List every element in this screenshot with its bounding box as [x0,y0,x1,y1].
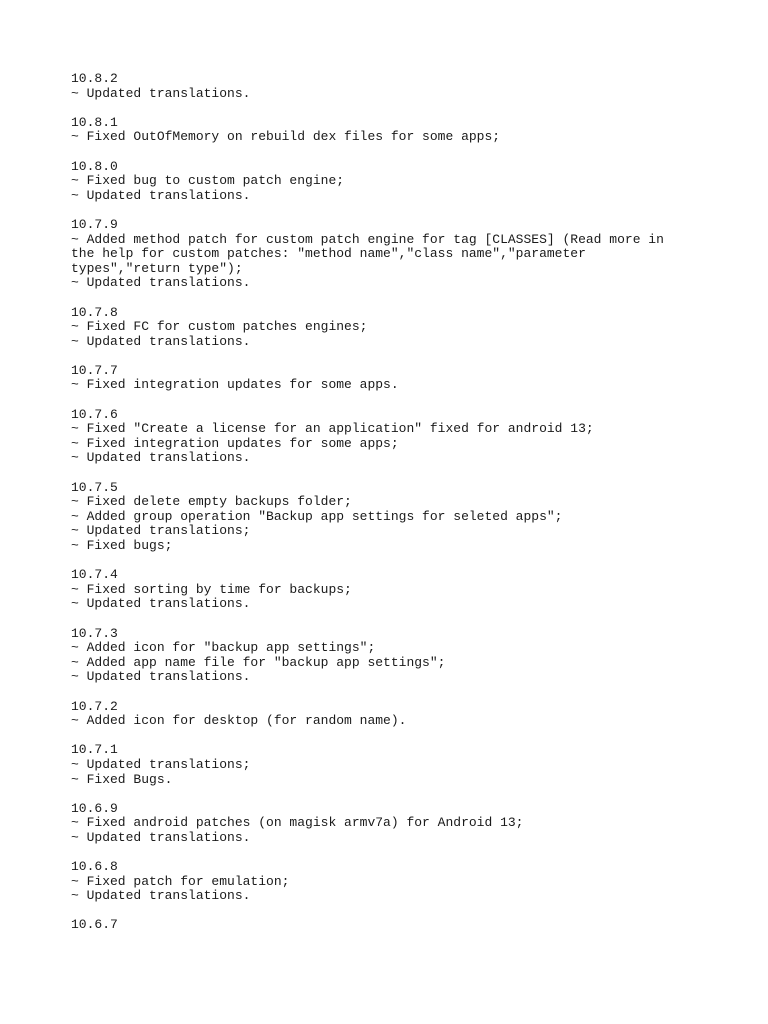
release-entry [71,481,691,554]
change-list [71,87,691,102]
release-version: 10.7.5 [71,479,118,495]
change-item: ~ Updated translations. [71,85,251,101]
change-item: ~ Updated translations. [71,275,251,291]
release-version: 10.7.4 [71,567,118,583]
release-version: 10.7.9 [71,216,118,232]
change-list [71,816,691,845]
change-list [71,233,691,291]
release-entry [71,568,691,612]
change-item: ~ Updated translations. [71,596,251,612]
change-item: ~ Added app name file for "backup app settings"; [71,654,446,670]
change-list [71,320,691,349]
change-item: ~ Fixed bug to custom patch engine; [71,173,345,189]
change-item: ~ Added group operation "Backup app settings for seleted apps"; [71,508,563,524]
change-item: ~ Fixed patch for emulation; [71,873,290,889]
release-entry [71,408,691,466]
release-entry [71,364,691,393]
change-item: ~ Fixed android patches (on magisk armv7a) for Android 13; [71,815,524,831]
release-entry [71,116,691,145]
changelog-document [71,72,691,948]
change-item: ~ Updated translations; [71,756,251,772]
release-version: 10.7.6 [71,406,118,422]
release-version: 10.7.7 [71,362,118,378]
change-item: ~ Fixed "Create a license for an application" fixed for android 13; [71,421,594,437]
change-item: ~ Fixed delete empty backups folder; [71,494,352,510]
change-item: ~ Fixed integration updates for some apps; [71,435,399,451]
change-list [71,495,691,553]
release-version: 10.8.0 [71,158,118,174]
release-entry [71,860,691,904]
release-version: 10.7.3 [71,625,118,641]
change-item: ~ Added icon for "backup app settings"; [71,640,376,656]
release-entry [71,218,691,291]
change-item: ~ Updated translations. [71,669,251,685]
change-list [71,378,691,393]
release-entry [71,700,691,729]
change-item: ~ Updated translations. [71,187,251,203]
release-version: 10.7.1 [71,742,118,758]
change-item: ~ Updated translations. [71,888,251,904]
change-list [71,422,691,466]
release-entry [71,918,691,933]
change-item: ~ Fixed integration updates for some apps. [71,377,399,393]
change-item: ~ Fixed Bugs. [71,771,173,787]
change-list [71,583,691,612]
change-item: ~ Fixed bugs; [71,538,173,553]
release-version: 10.6.8 [71,859,118,875]
release-version: 10.7.2 [71,698,118,714]
release-version: 10.8.1 [71,114,118,130]
change-item: ~ Added icon for desktop (for random name). [71,713,407,729]
change-list [71,714,691,729]
change-item: ~ Fixed FC for custom patches engines; [71,319,368,335]
release-entry [71,627,691,685]
change-item: ~ Updated translations. [71,829,251,845]
release-version: 10.8.2 [71,71,118,86]
change-list [71,174,691,203]
change-list [71,130,691,145]
release-entry [71,72,691,101]
change-item: ~ Updated translations; [71,523,251,539]
change-item: ~ Fixed sorting by time for backups; [71,581,352,597]
release-entry [71,802,691,846]
release-version: 10.7.8 [71,304,118,320]
release-entry [71,160,691,204]
release-entry [71,306,691,350]
change-list [71,641,691,685]
change-list [71,875,691,904]
change-item: ~ Updated translations. [71,333,251,349]
release-list [71,72,691,933]
release-entry [71,743,691,787]
change-item: ~ Updated translations. [71,450,251,466]
change-item: ~ Added method patch for custom patch engine for tag [CLASSES] (Read more in the help for custom patches: "method name","class name","parameter types","return type"); [71,231,672,276]
release-version: 10.6.9 [71,800,118,816]
change-list [71,758,691,787]
release-version: 10.6.7 [71,917,118,933]
change-item: ~ Fixed OutOfMemory on rebuild dex files for some apps; [71,129,501,145]
